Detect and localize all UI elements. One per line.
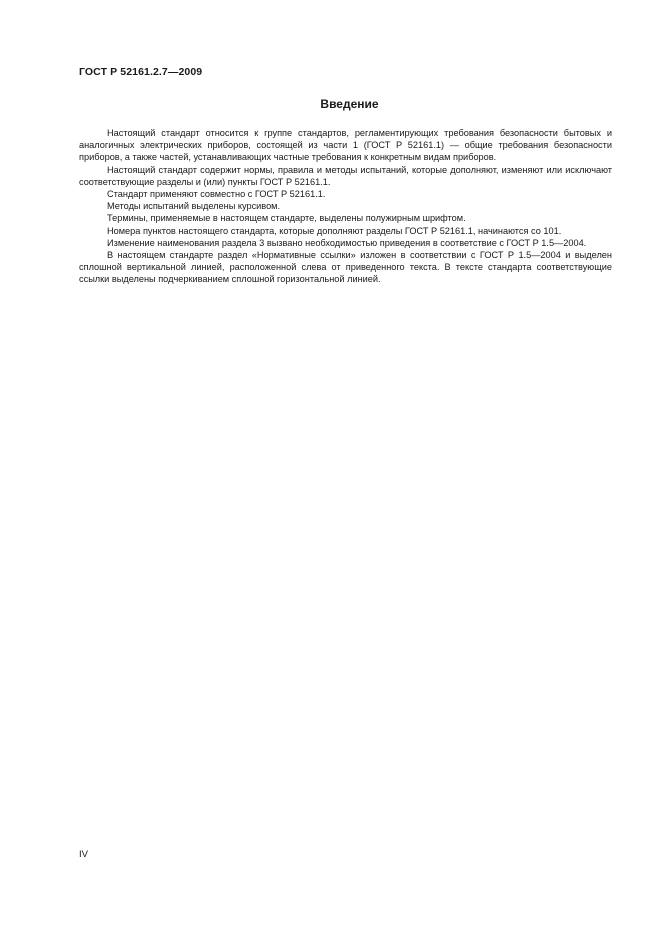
paragraph: Настоящий стандарт содержит нормы, правила и методы испытаний, которые дополняют, изменяют или исключают соответствующие разделы и (или) пункты ГОСТ Р 52161.1. xyxy=(79,164,612,187)
body-text xyxy=(79,127,612,286)
paragraph: Методы испытаний выделены курсивом. xyxy=(107,201,281,212)
section-title: Введение xyxy=(320,97,379,111)
paragraph: Изменение наименования раздела 3 вызвано необходимостью приведения в соответствие с ГОСТ Р 1.5—2004. xyxy=(107,237,587,248)
paragraph: В настоящем стандарте раздел «Нормативные ссылки» изложен в соответствии с ГОСТ Р 1.5—2004 и выделен сплошной вертикальной линией, расположенной слева от приведенного текста. В тексте стандарта соответствующие ссылки выделены подчеркиванием сплошной горизонтальной линией. xyxy=(79,250,612,285)
paragraph: Настоящий стандарт относится к группе стандартов, регламентирующих требования безопасности бытовых и аналогичных электрических приборов, состоящей из части 1 (ГОСТ Р 52161.1) — общие требования безопасности приборов, а также частей, устанавливающих частные требования к конкретным видам приборов. xyxy=(79,128,612,163)
page-number: IV xyxy=(79,849,88,860)
document-header-code: ГОСТ Р 52161.2.7—2009 xyxy=(79,66,203,78)
paragraph: Термины, применяемые в настоящем стандарте, выделены полужирным шрифтом. xyxy=(107,213,466,224)
paragraph: Стандарт применяют совместно с ГОСТ Р 52161.1. xyxy=(107,189,326,200)
paragraph: Номера пунктов настоящего стандарта, которые дополняют разделы ГОСТ Р 52161.1, начинаются со 101. xyxy=(107,225,562,236)
